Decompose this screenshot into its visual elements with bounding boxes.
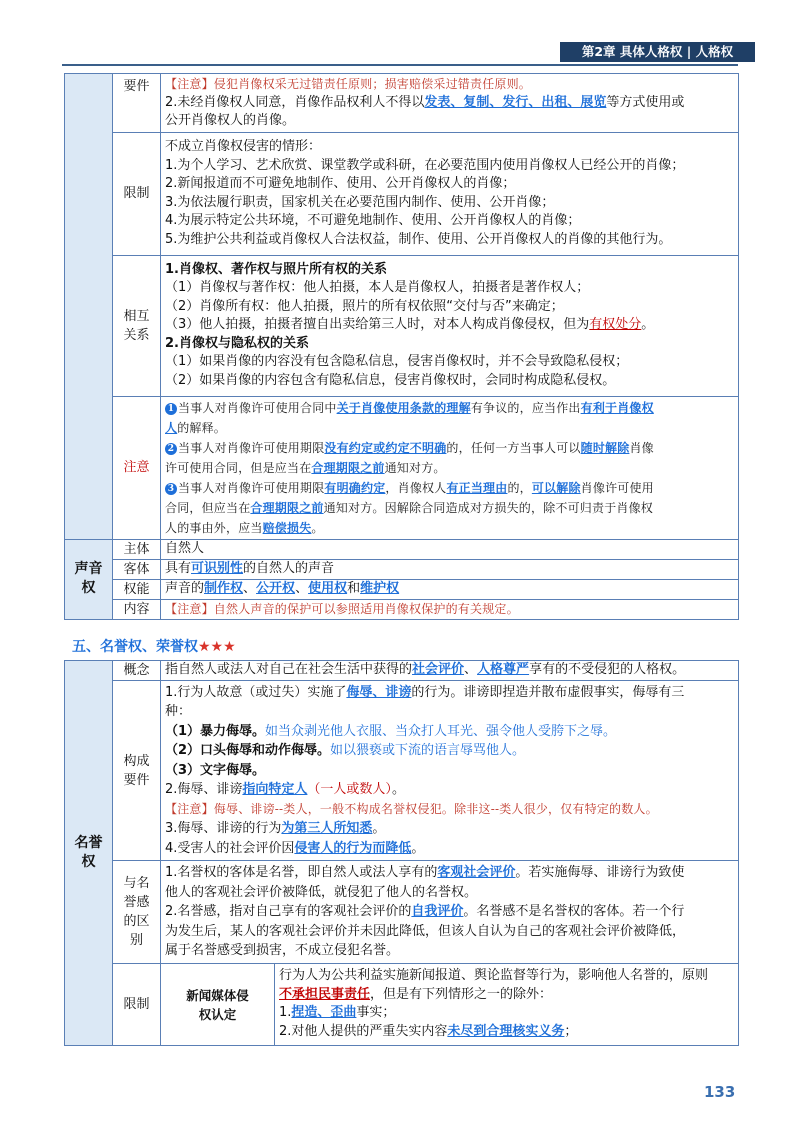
elements-label: 要件	[113, 74, 161, 133]
limit-item: 2.新闻报道而不可避免地制作、使用、公开肖像权人的肖像；	[165, 176, 516, 191]
media-text: 1.	[279, 1005, 292, 1020]
voice-rights-label	[65, 539, 113, 619]
elements-label-2: 要件	[123, 772, 150, 788]
liability-note: 【注意】侵犯肖像权采无过错责任原则；损害赔偿采过错责任原则。	[165, 77, 532, 91]
voice-text: 的自然人的声音	[243, 560, 335, 576]
verbal-insult: （2）口头侮辱和动作侮辱。	[165, 743, 331, 759]
relation-item: （1）如果肖像的内容没有包含隐私信息，侵害肖像权时，并不会导致隐私侵权；	[165, 354, 629, 370]
concept-text: 、	[464, 662, 478, 678]
media-text: ；	[564, 1023, 578, 1039]
voice-power: 制作权	[204, 580, 244, 596]
note-text: 的，任何一方当事人可以	[446, 440, 581, 455]
self-evaluation: 自我评价	[411, 904, 464, 920]
relation-item: （2）如果肖像的内容包含有隐私信息，侵害肖像权时，会同时构成隐私侵权。	[165, 372, 616, 388]
verbal-insult-example: 如以猥亵或下流的语言辱骂他人。	[330, 743, 526, 759]
note-text: 有争议的，应当作出	[470, 400, 581, 415]
media-text: 行为人为公共利益实施新闻报道、舆论监督等行为，影响他人名誉的，原则	[279, 968, 709, 983]
distinction-label-2: 誉感	[123, 895, 150, 910]
note-text: 的解释。	[177, 420, 227, 435]
note-highlight: 关于肖像使用条款的理解	[336, 400, 471, 415]
voice-power: 公开权	[256, 580, 296, 596]
number-3-icon: 3	[165, 483, 177, 495]
violent-insult-example: 如当众剥光他人衣服、当众打人耳光、强令他人受胯下之辱。	[265, 723, 617, 739]
note-highlight: 有正当理由	[446, 480, 508, 495]
media-infringement-content	[275, 964, 739, 1046]
note-text: 当事人对肖像许可使用期限	[178, 440, 325, 455]
distinction-text: 1.名誉权的客体是名誉，即自然人或法人享有的	[165, 865, 438, 881]
relations-content	[161, 255, 739, 396]
relations-heading-1: 1.肖像权、著作权与照片所有权的关系	[165, 261, 387, 277]
relation-item: 。	[641, 317, 655, 333]
voice-label-1: 声音	[74, 561, 103, 577]
element-text: 4.受害人的社会评价因	[165, 840, 295, 856]
voice-subject-value: 自然人	[161, 539, 739, 559]
portrait-left-cell	[65, 74, 113, 540]
limit-item: 1.为个人学习、艺术欣赏、课堂教学或科研，在必要范围内使用肖像权人已经公开的肖像；	[165, 157, 685, 173]
note-highlight: 有明确约定	[324, 480, 386, 495]
specific-person: 指向特定人	[242, 782, 308, 798]
relation-item: （1）肖像权与著作权：他人拍摄，本人是肖像权人，拍摄者是著作权人；	[165, 280, 590, 296]
voice-text: 具有	[165, 560, 192, 576]
evaluation-lowered: 侵害人的行为而降低	[294, 840, 412, 856]
number-1-icon: 1	[165, 403, 177, 415]
relation-item: （2）肖像所有权：他人拍摄，照片的所有权依照“交付与否”来确定；	[165, 298, 564, 314]
voice-text: 声音的	[165, 580, 205, 596]
page-number: 133	[704, 1083, 736, 1101]
limit-item: 5.为维护公共利益或肖像权人合法权益，制作、使用、公开肖像权人的肖像的其他行为。	[165, 231, 672, 247]
media-infringement-label	[161, 964, 275, 1046]
voice-power: 维护权	[360, 580, 400, 596]
relations-heading-2: 2.肖像权与隐私权的关系	[165, 335, 309, 351]
concept-label: 概念	[113, 661, 161, 681]
concept-text: 指自然人或法人对自己在社会生活中获得的	[165, 662, 413, 678]
voice-powers-value	[161, 579, 739, 599]
voice-powers-label: 权能	[113, 579, 161, 599]
note-text: 合同，但应当在	[165, 500, 251, 515]
group-note: 【注意】侮辱、诽谤--类人，一般不构成名誉权侵犯。除非这--类人很少，仅有特定的数人。	[165, 801, 658, 816]
limits-label: 限制	[113, 132, 161, 255]
limits-content	[161, 132, 739, 255]
limit-item: 4.为展示特定公共环境，不可避免地制作、使用、公开肖像权人的肖像；	[165, 213, 581, 228]
limit-item: 3.为依法履行职责，国家机关在必要范围内制作、使用、公开肖像；	[165, 194, 555, 210]
header-rule	[62, 64, 738, 66]
constituent-elements-content	[161, 681, 739, 861]
media-label-2: 权认定	[198, 1006, 237, 1022]
reputation-table	[64, 660, 739, 1046]
distinction-text: 。名誉感不是名誉权的客体。若一个行	[463, 904, 685, 920]
social-evaluation: 社会评价	[412, 662, 465, 678]
note-text: ，肖像权人	[385, 480, 447, 495]
distinction-content	[161, 861, 739, 964]
distinction-text: 2.名誉感，指对自己享有的客观社会评价的	[165, 904, 412, 920]
portrait-voice-table	[64, 73, 739, 620]
prohibited-uses: 发表、复制、发行、出租、展览	[424, 94, 607, 110]
voice-content-value	[161, 599, 739, 619]
relations-label-2: 关系	[123, 327, 150, 343]
reputation-label-1: 名誉	[74, 835, 103, 851]
elements-text: 等方式使用或	[606, 94, 685, 110]
voice-power: 使用权	[308, 580, 348, 596]
note-text: 通知对方。因解除合同造成对方损失的，除不可归责于肖像权	[323, 500, 654, 515]
note-text: 肖像许可使用	[580, 480, 654, 495]
note-highlight: 人	[165, 420, 178, 435]
voice-text: 和	[347, 580, 361, 596]
limits-intro: 不成立肖像权侵害的情形：	[165, 139, 322, 154]
media-text: 事实；	[356, 1005, 396, 1020]
distinction-text: 为发生后，某人的客观社会评价并未因此降低，但该人自认为自己的客观社会评价被降低，	[165, 923, 686, 939]
number-2-icon: 2	[165, 443, 177, 455]
note-text: 。	[311, 520, 324, 535]
distinction-text: 。若实施侮辱、诽谤行为致使	[515, 865, 685, 881]
reputation-label-2: 权	[81, 854, 96, 870]
distinction-label-1: 与名	[123, 876, 150, 891]
elements-content	[161, 74, 739, 133]
concept-text: 享有的不受侵犯的人格权。	[529, 662, 686, 678]
elements-label-1: 构成	[123, 753, 150, 769]
reputation-limits-label: 限制	[113, 964, 161, 1046]
element-text: 。	[372, 821, 386, 837]
voice-object-value	[161, 559, 739, 579]
known-to-third-party: 为第三人所知悉	[281, 821, 373, 837]
voice-note: 【注意】自然人声音的保护可以参照适用肖像权保护的有关规定。	[165, 601, 519, 616]
element-text: 种：	[165, 704, 192, 720]
objective-evaluation: 客观社会评价	[437, 865, 516, 881]
note-highlight: 没有约定或约定不明确	[324, 440, 447, 455]
no-civil-liability: 不承担民事责任	[279, 986, 371, 1002]
media-text: ，但是有下列情形之一的除外：	[370, 986, 553, 1002]
authorized-disposal: 有权处分	[589, 317, 642, 333]
distinction-label-3: 的区	[123, 914, 150, 929]
elements-text: 公开肖像权人的肖像。	[165, 113, 296, 128]
distinction-text: 他人的客观社会评价被降低，就侵犯了他人的名誉权。	[165, 884, 478, 900]
note-highlight: 合理期限之前	[311, 460, 385, 475]
concept-content	[161, 661, 739, 681]
elements-text: 2.未经肖像权人同意，肖像作品权利人不得以	[165, 94, 425, 110]
constituent-elements-label	[113, 681, 161, 861]
distinction-label-4: 别	[129, 933, 143, 948]
note-text: 当事人对肖像许可使用期限	[178, 480, 325, 495]
element-text: 3.侮辱、诽谤的行为	[165, 821, 282, 837]
violent-insult: （1）暴力侮辱。	[165, 723, 266, 739]
relations-label	[113, 255, 161, 396]
relation-item: （3）他人拍摄，拍摄者擅自出卖给第三人时，对本人构成肖像侵权，但为	[165, 317, 590, 333]
media-label-1: 新闻媒体侵	[186, 987, 249, 1003]
note-text: 当事人对肖像许可使用合同中	[178, 400, 337, 415]
note-highlight: 有利于肖像权	[580, 400, 654, 415]
section-title-text: 五、名誉权、荣誉权	[72, 639, 198, 655]
notes-label: 注意	[113, 396, 161, 539]
note-highlight: 合理期限之前	[250, 500, 324, 515]
specific-person-note: （一人或数人）	[307, 782, 392, 798]
chapter-header: 第2章 具体人格权 | 人格权	[560, 42, 755, 62]
identifiability: 可识别性	[191, 560, 244, 576]
section-title	[72, 638, 236, 657]
voice-content-label: 内容	[113, 599, 161, 619]
element-text: 。	[411, 840, 425, 856]
fabrication: 捏造、歪曲	[291, 1005, 357, 1020]
voice-object-label: 客体	[113, 559, 161, 579]
insult-defamation: 侮辱、诽谤	[346, 684, 412, 700]
element-text: 。	[391, 782, 405, 798]
distinction-label	[113, 861, 161, 964]
note-text: 肖像	[629, 440, 654, 455]
note-highlight: 随时解除	[580, 440, 630, 455]
voice-label-2: 权	[81, 580, 96, 596]
element-text: 1.行为人故意（或过失）实施了	[165, 684, 347, 700]
voice-text: 、	[243, 580, 257, 596]
note-text: 许可使用合同，但是应当在	[165, 460, 312, 475]
element-text: 的行为。诽谤即捏造并散布虚假事实，侮辱有三	[411, 684, 685, 700]
note-highlight: 可以解除	[531, 480, 581, 495]
element-text: 2.侮辱、诽谤	[165, 782, 243, 798]
personal-dignity: 人格尊严	[477, 662, 530, 678]
voice-text: 、	[295, 580, 309, 596]
note-highlight: 赔偿损失	[262, 520, 312, 535]
written-insult: （3）文字侮辱。	[165, 762, 266, 778]
note-text: 的，	[507, 480, 532, 495]
distinction-text: 属于名誉感受到损害，不成立侵犯名誉。	[165, 943, 400, 959]
reputation-rights-label	[65, 661, 113, 1046]
media-text: 2.对他人提供的严重失实内容	[279, 1023, 448, 1039]
voice-subject-label: 主体	[113, 539, 161, 559]
importance-stars: ★★★	[198, 639, 236, 655]
note-text: 通知对方。	[384, 460, 446, 475]
notes-content	[161, 396, 739, 539]
relations-label-1: 相互	[123, 308, 150, 324]
verification-duty: 未尽到合理核实义务	[447, 1023, 565, 1039]
note-text: 人的事由外，应当	[165, 520, 263, 535]
